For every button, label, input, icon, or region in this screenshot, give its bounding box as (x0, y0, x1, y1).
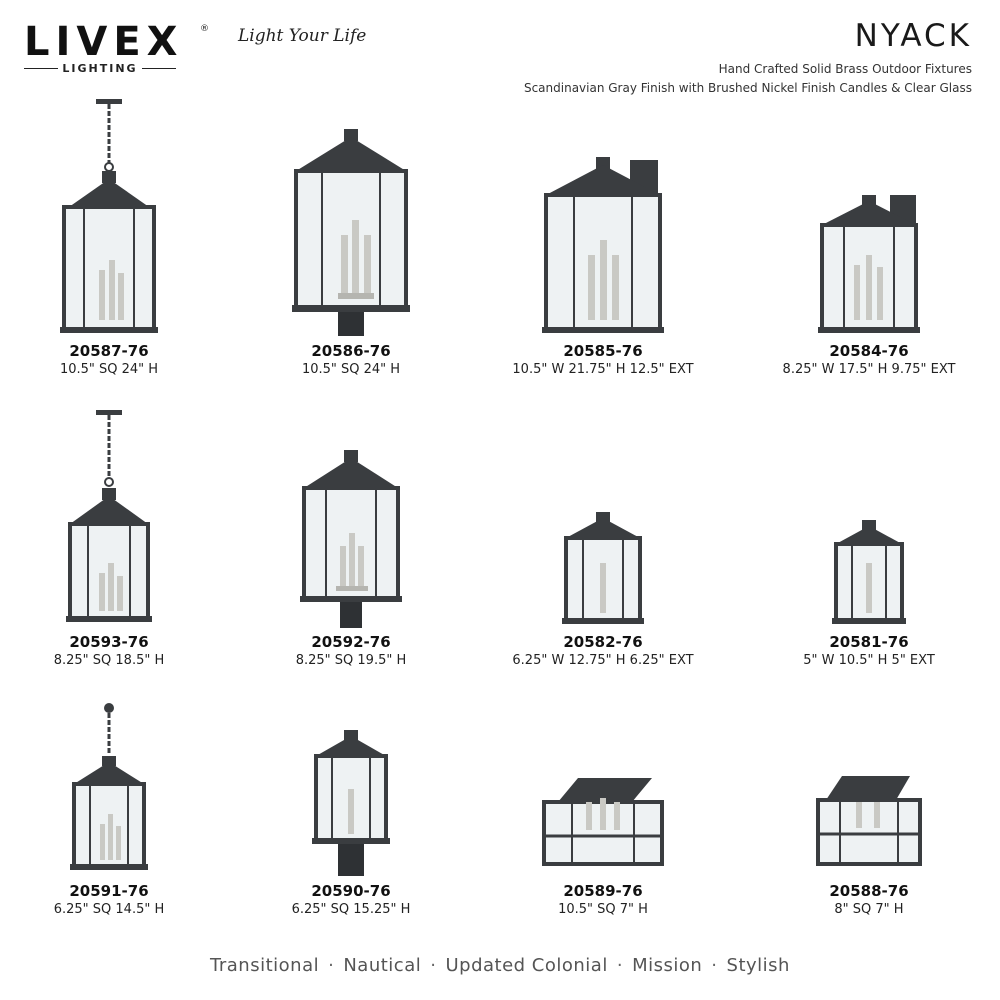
product-dimensions: 6.25" W 12.75" H 6.25" EXT (512, 653, 694, 668)
registered-mark: ® (200, 24, 209, 34)
post-lantern-icon (286, 398, 416, 631)
product-dimensions: 6.25" SQ 14.5" H (53, 902, 165, 917)
product-sku: 20588-76 (829, 882, 909, 900)
product-card[interactable] (226, 694, 476, 917)
wall-lantern-icon (538, 398, 668, 631)
product-card[interactable] (226, 398, 476, 668)
product-dimensions: 8.25" SQ 19.5" H (295, 653, 407, 668)
product-dimensions: 6.25" SQ 15.25" H (291, 902, 411, 917)
product-sku: 20584-76 (829, 342, 909, 360)
brand-logo (24, 19, 209, 75)
style-tag: Nautical (343, 955, 422, 976)
style-tag: Stylish (726, 955, 790, 976)
separator: · (711, 955, 718, 976)
product-dimensions: 8" SQ 7" H (834, 902, 904, 917)
product-card[interactable] (0, 95, 234, 377)
collection-subtitle-2: Scandinavian Gray Finish with Brushed Nickel Finish Candles & Clear Glass (523, 81, 972, 95)
logo-rule-left (24, 68, 58, 69)
product-sku: 20585-76 (563, 342, 643, 360)
style-tag: Transitional (210, 955, 320, 976)
product-sku: 20590-76 (311, 882, 391, 900)
product-sku: 20591-76 (69, 882, 149, 900)
logo-wordmark: LIVEX (24, 19, 184, 65)
post-lantern-icon (286, 694, 416, 880)
product-dimensions: 10.5" SQ 24" H (301, 362, 401, 377)
separator: · (430, 955, 437, 976)
flush-mount-icon (538, 694, 668, 880)
product-dimensions: 5" W 10.5" H 5" EXT (803, 653, 935, 668)
product-dimensions: 10.5" W 21.75" H 12.5" EXT (512, 362, 694, 377)
product-sku: 20589-76 (563, 882, 643, 900)
product-card[interactable] (478, 95, 728, 377)
product-dimensions: 10.5" SQ 24" H (59, 362, 159, 377)
logo-rule-right (142, 68, 176, 69)
style-tag: Updated Colonial (445, 955, 608, 976)
product-sku: 20581-76 (829, 633, 909, 651)
wall-lantern-icon (804, 95, 934, 340)
product-sku: 20592-76 (311, 633, 391, 651)
wall-lantern-icon (804, 398, 934, 631)
product-sku: 20587-76 (69, 342, 149, 360)
product-sku: 20582-76 (563, 633, 643, 651)
product-card[interactable] (744, 694, 994, 917)
wall-lantern-icon (538, 95, 668, 340)
tagline: Light Your Life (238, 26, 367, 46)
flush-mount-icon (804, 694, 934, 880)
collection-subtitle-1: Hand Crafted Solid Brass Outdoor Fixtures (718, 62, 972, 76)
product-card[interactable] (0, 398, 234, 668)
product-sku: 20593-76 (69, 633, 149, 651)
product-card[interactable] (478, 694, 728, 917)
product-card[interactable] (226, 95, 476, 377)
pendant-lantern-icon (44, 694, 174, 880)
logo-sub-text: LIGHTING (62, 62, 138, 75)
collection-title: NYACK (854, 18, 972, 54)
product-dimensions: 8.25" SQ 18.5" H (53, 653, 165, 668)
style-tags (0, 955, 1000, 976)
pendant-lantern-icon (44, 95, 174, 340)
post-lantern-icon (286, 95, 416, 340)
product-dimensions: 10.5" SQ 7" H (558, 902, 648, 917)
product-card[interactable] (0, 694, 234, 917)
product-card[interactable] (478, 398, 728, 668)
separator: · (616, 955, 624, 976)
product-sku: 20586-76 (311, 342, 391, 360)
product-card[interactable] (744, 95, 994, 377)
separator: · (328, 955, 335, 976)
product-dimensions: 8.25" W 17.5" H 9.75" EXT (782, 362, 956, 377)
style-tag: Mission (632, 955, 703, 976)
product-card[interactable] (744, 398, 994, 668)
pendant-lantern-icon (44, 398, 174, 631)
